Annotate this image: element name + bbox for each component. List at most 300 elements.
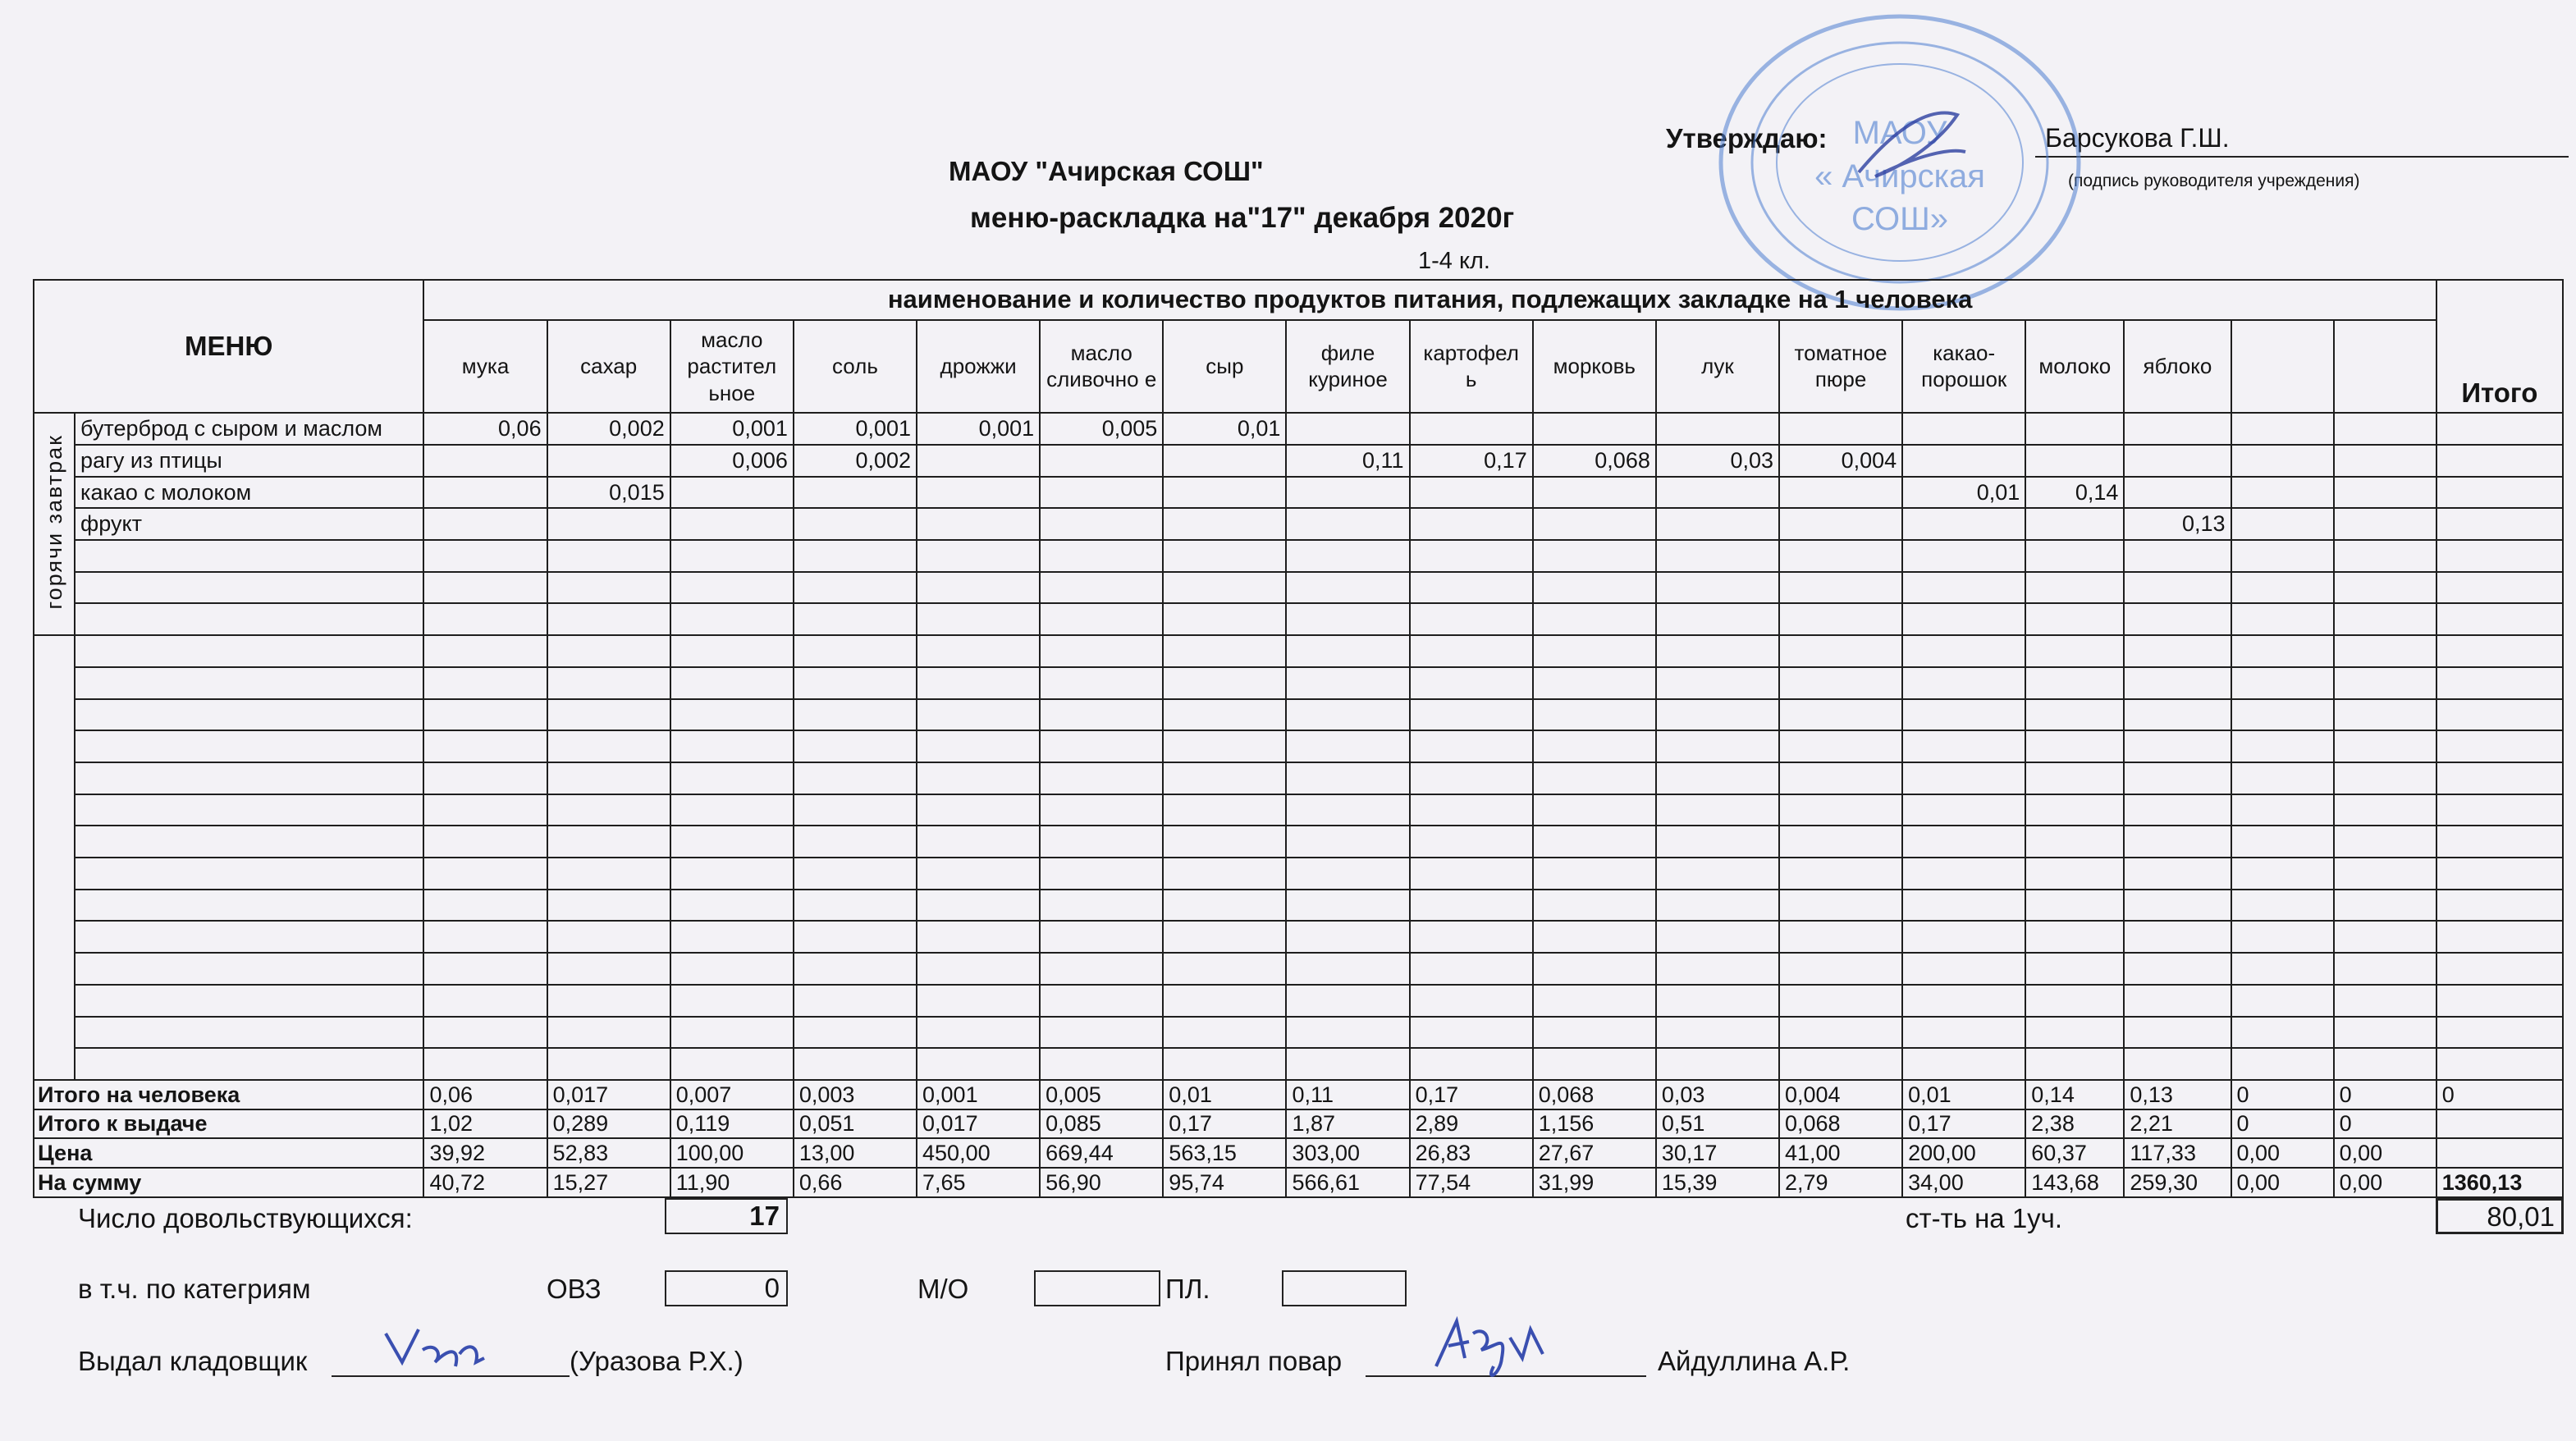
empty-cell [75,1017,423,1049]
empty-cell [1533,985,1656,1017]
dish-value: 0,005 [1040,413,1163,445]
row-total [2436,508,2563,540]
empty-cell [2124,1048,2231,1080]
empty-cell [1286,762,1409,794]
dish-value [1779,413,1902,445]
empty-cell [917,572,1040,604]
summary-value: 77,54 [1410,1168,1533,1197]
cost-value: 80,01 [2436,1198,2564,1234]
summary-value: 0,01 [1163,1080,1286,1109]
row-total [2436,540,2563,572]
dish-name: какао с молоком [75,477,423,509]
dish-value [917,508,1040,540]
empty-cell [423,730,547,762]
dish-value [2231,445,2334,477]
empty-cell [1286,603,1409,635]
empty-cell [1902,794,2025,826]
empty-cell [75,635,423,667]
summary-value: 52,83 [547,1138,670,1168]
empty-cell [917,540,1040,572]
empty-cell [1163,953,1286,985]
empty-cell [917,858,1040,890]
empty-cell [1286,953,1409,985]
summary-value: 27,67 [1533,1138,1656,1168]
approver-name: Барсукова Г.Ш. [2045,123,2230,153]
product-header: молоко [2025,320,2124,414]
empty-cell [794,762,917,794]
empty-cell [670,699,794,731]
empty-cell [75,730,423,762]
empty-cell [2334,603,2436,635]
empty-cell [2124,921,2231,953]
empty-cell [670,667,794,699]
header-row [34,280,2563,320]
dish-value: 0,001 [670,413,794,445]
empty-cell [1410,730,1533,762]
dish-value [1779,477,1902,509]
mo-label: М/О [917,1274,969,1304]
summary-value: 31,99 [1533,1168,1656,1197]
summary-value: 0 [2334,1080,2436,1109]
empty-cell [917,985,1040,1017]
empty-cell [2334,1048,2436,1080]
summary-total [2436,1138,2563,1168]
approve-label: Утверждаю: [1666,123,1828,153]
dish-value [917,477,1040,509]
empty-cell [1656,603,1779,635]
dish-value [423,477,547,509]
summary-value: 56,90 [1040,1168,1163,1197]
empty-cell [1656,794,1779,826]
empty-cell [1533,762,1656,794]
summary-value: 1,156 [1533,1109,1656,1139]
empty-cell [1040,572,1163,604]
empty-cell [1286,858,1409,890]
empty-cell [2025,921,2124,953]
empty-cell [917,699,1040,731]
empty-cell [670,635,794,667]
empty-cell [1656,953,1779,985]
empty-cell [1902,858,2025,890]
summary-value: 0,01 [1902,1080,2025,1109]
empty-cell [1779,635,1902,667]
dish-value: 0,03 [1656,445,1779,477]
summary-value: 2,89 [1410,1109,1533,1139]
summary-value: 0,001 [917,1080,1040,1109]
empty-cell [1163,1017,1286,1049]
empty-cell [547,730,670,762]
empty-cell [547,826,670,858]
summary-value: 117,33 [2124,1138,2231,1168]
empty-cell [1779,603,1902,635]
product-header: сыр [1163,320,1286,414]
empty-cell [1410,953,1533,985]
empty-cell [1779,953,1902,985]
row-total [2436,667,2563,699]
empty-cell [1163,921,1286,953]
empty-cell [1656,890,1779,922]
empty-cell [1533,953,1656,985]
empty-cell [670,603,794,635]
summary-value: 0,004 [1779,1080,1902,1109]
empty-cell [1410,826,1533,858]
empty-cell [2025,540,2124,572]
empty-cell [670,985,794,1017]
empty-cell [794,699,917,731]
empty-cell [2334,985,2436,1017]
empty-cell [1656,572,1779,604]
empty-cell [2025,603,2124,635]
summary-value: 1,87 [1286,1109,1409,1139]
empty-cell [2025,953,2124,985]
empty-cell [2124,826,2231,858]
dish-value [1902,413,2025,445]
dish-row [34,826,2563,858]
empty-cell [2231,572,2334,604]
summary-value: 0,289 [547,1109,670,1139]
summary-value: 0,51 [1656,1109,1779,1139]
empty-cell [1656,826,1779,858]
empty-cell [2231,890,2334,922]
empty-cell [547,603,670,635]
dish-row [34,699,2563,731]
empty-cell [547,794,670,826]
empty-cell [423,1017,547,1049]
summary-value: 40,72 [423,1168,547,1197]
empty-cell [75,762,423,794]
dish-row [34,1017,2563,1049]
empty-cell [1410,1048,1533,1080]
empty-cell [2334,699,2436,731]
empty-cell [1656,1048,1779,1080]
empty-cell [1163,572,1286,604]
empty-cell [670,1048,794,1080]
summary-value: 13,00 [794,1138,917,1168]
product-header: дрожжи [917,320,1040,414]
empty-cell [2231,921,2334,953]
dish-row [34,667,2563,699]
empty-cell [423,603,547,635]
product-header: соль [794,320,917,414]
dish-value [2231,477,2334,509]
empty-cell [1779,572,1902,604]
row-total [2436,477,2563,509]
dish-name: фрукт [75,508,423,540]
empty-cell [75,858,423,890]
empty-cell [670,826,794,858]
empty-cell [547,540,670,572]
summary-value: 566,61 [1286,1168,1409,1197]
dish-row [34,730,2563,762]
empty-cell [1410,699,1533,731]
row-total [2436,445,2563,477]
empty-cell [1533,572,1656,604]
empty-cell [1040,1048,1163,1080]
product-header: морковь [1533,320,1656,414]
empty-cell [2025,794,2124,826]
dish-value: 0,002 [794,445,917,477]
empty-cell [1533,921,1656,953]
row-total [2436,890,2563,922]
empty-cell [1163,699,1286,731]
empty-cell [1040,699,1163,731]
empty-cell [423,890,547,922]
section-empty-cell [34,635,75,1080]
empty-cell [794,921,917,953]
summary-value: 143,68 [2025,1168,2124,1197]
empty-cell [1902,1017,2025,1049]
empty-cell [1533,1017,1656,1049]
row-total [2436,985,2563,1017]
empty-cell [917,635,1040,667]
empty-cell [1040,762,1163,794]
dish-row [34,921,2563,953]
menu-header: МЕНЮ [34,280,423,413]
empty-cell [2334,858,2436,890]
empty-cell [794,572,917,604]
empty-cell [1533,540,1656,572]
empty-cell [2025,826,2124,858]
empty-cell [423,826,547,858]
dish-value [1040,477,1163,509]
empty-cell [1656,985,1779,1017]
dish-value: 0,14 [2025,477,2124,509]
empty-cell [1779,540,1902,572]
issued-label: Выдал кладовщик [78,1346,308,1376]
empty-cell [1286,921,1409,953]
empty-cell [547,667,670,699]
summary-value: 0,003 [794,1080,917,1109]
empty-cell [2231,730,2334,762]
dish-value [547,508,670,540]
empty-cell [2231,953,2334,985]
section-label: горячи завтрак [41,434,66,610]
dish-row [34,1048,2563,1080]
summary-value: 0,00 [2334,1138,2436,1168]
empty-cell [1779,762,1902,794]
dish-value [1040,508,1163,540]
received-signature [1428,1309,1551,1391]
empty-cell [1286,730,1409,762]
empty-cell [1533,603,1656,635]
empty-cell [1040,985,1163,1017]
empty-cell [2334,921,2436,953]
summary-value: 0,007 [670,1080,794,1109]
empty-cell [1286,890,1409,922]
empty-cell [917,826,1040,858]
empty-cell [2025,1017,2124,1049]
empty-cell [1163,890,1286,922]
empty-cell [1533,890,1656,922]
empty-cell [1656,540,1779,572]
empty-cell [1410,667,1533,699]
empty-cell [1656,1017,1779,1049]
empty-cell [2334,953,2436,985]
empty-cell [1163,1048,1286,1080]
received-name: Айдуллина А.Р. [1658,1346,1851,1376]
empty-cell [2334,762,2436,794]
summary-label: На сумму [34,1168,423,1197]
summary-value: 0,06 [423,1080,547,1109]
empty-cell [1410,603,1533,635]
product-header: яблоко [2124,320,2231,414]
row-total [2436,635,2563,667]
summary-value: 0,00 [2231,1138,2334,1168]
empty-cell [1779,667,1902,699]
stamp-text-2: « Ачирская [1814,158,1985,194]
empty-cell [2124,730,2231,762]
empty-cell [2025,699,2124,731]
empty-cell [2025,985,2124,1017]
empty-cell [1040,730,1163,762]
summary-total [2436,1109,2563,1139]
empty-cell [917,762,1040,794]
empty-cell [2334,730,2436,762]
empty-cell [1286,826,1409,858]
summary-value: 11,90 [670,1168,794,1197]
dish-value: 0,11 [1286,445,1409,477]
summary-value: 0 [2231,1080,2334,1109]
dish-row [34,762,2563,794]
empty-cell [547,572,670,604]
empty-cell [1902,826,2025,858]
dish-value [1533,477,1656,509]
empty-cell [917,794,1040,826]
dish-value: 0,13 [2124,508,2231,540]
empty-cell [75,794,423,826]
empty-cell [75,603,423,635]
empty-cell [1040,921,1163,953]
categories-label: в т.ч. по категриям [78,1274,311,1304]
dish-value [1656,477,1779,509]
summary-value: 0,00 [2334,1168,2436,1197]
empty-cell [1163,603,1286,635]
row-total [2436,762,2563,794]
summary-value: 0 [2231,1109,2334,1139]
summary-total: 0 [2436,1080,2563,1109]
document-title: меню-раскладка на"17" декабря 2020г [970,202,1515,234]
empty-cell [1040,890,1163,922]
dish-row [34,477,2563,509]
empty-cell [1410,921,1533,953]
empty-cell [2231,540,2334,572]
summary-value: 0,005 [1040,1080,1163,1109]
empty-cell [1656,858,1779,890]
empty-cell [2124,762,2231,794]
summary-value: 0,03 [1656,1080,1779,1109]
empty-cell [1163,858,1286,890]
empty-cell [1902,603,2025,635]
summary-value: 303,00 [1286,1138,1409,1168]
mo-value [1034,1270,1160,1306]
dish-value [1410,413,1533,445]
empty-cell [1656,762,1779,794]
empty-cell [423,540,547,572]
summary-value: 2,38 [2025,1109,2124,1139]
empty-cell [1533,794,1656,826]
empty-cell [2231,1017,2334,1049]
dish-value: 0,17 [1410,445,1533,477]
empty-cell [2334,1017,2436,1049]
dish-value [423,508,547,540]
empty-cell [1779,794,1902,826]
empty-cell [75,985,423,1017]
empty-cell [670,762,794,794]
empty-cell [547,1017,670,1049]
empty-cell [2231,858,2334,890]
empty-cell [1902,635,2025,667]
count-value: 17 [665,1198,788,1234]
dish-value [670,508,794,540]
dish-row [34,794,2563,826]
empty-cell [1040,858,1163,890]
dish-value [1902,445,2025,477]
empty-cell [1656,921,1779,953]
product-header [2334,320,2436,414]
empty-cell [794,826,917,858]
dish-value [2124,413,2231,445]
empty-cell [1656,699,1779,731]
empty-cell [1163,730,1286,762]
empty-cell [917,1048,1040,1080]
empty-cell [2231,635,2334,667]
dish-value [1410,508,1533,540]
empty-cell [670,953,794,985]
approver-caption: (подпись руководителя учреждения) [2068,172,2360,190]
empty-cell [794,1048,917,1080]
dish-value [2124,477,2231,509]
count-label: Число довольствующихся: [78,1203,413,1233]
empty-cell [2025,730,2124,762]
product-header: мука [423,320,547,414]
total-header: Итого [2436,280,2563,413]
product-header: картофел ь [1410,320,1533,414]
empty-cell [75,540,423,572]
summary-value: 26,83 [1410,1138,1533,1168]
row-total [2436,794,2563,826]
empty-cell [2124,953,2231,985]
summary-value: 34,00 [1902,1168,2025,1197]
empty-cell [2124,794,2231,826]
empty-cell [1902,1048,2025,1080]
ovz-label: ОВЗ [547,1274,602,1304]
summary-value: 100,00 [670,1138,794,1168]
summary-value: 30,17 [1656,1138,1779,1168]
summary-value: 0,17 [1163,1109,1286,1139]
empty-cell [1163,794,1286,826]
empty-cell [1779,1017,1902,1049]
empty-cell [1533,635,1656,667]
empty-cell [1779,921,1902,953]
dish-row [34,890,2563,922]
dish-value [2025,445,2124,477]
empty-cell [794,794,917,826]
dish-value [423,445,547,477]
summary-value: 2,79 [1779,1168,1902,1197]
summary-value: 200,00 [1902,1138,2025,1168]
product-header: масло растител ьное [670,320,794,414]
school-stamp [1711,8,2089,316]
dish-value [1286,413,1409,445]
empty-cell [670,921,794,953]
summary-value: 0,00 [2231,1168,2334,1197]
empty-cell [547,890,670,922]
summary-value: 41,00 [1779,1138,1902,1168]
dish-value [1040,445,1163,477]
products-header: наименование и количество продуктов питания, подлежащих закладке на 1 человека [423,280,2436,320]
issued-signature [377,1317,492,1383]
empty-cell [794,603,917,635]
